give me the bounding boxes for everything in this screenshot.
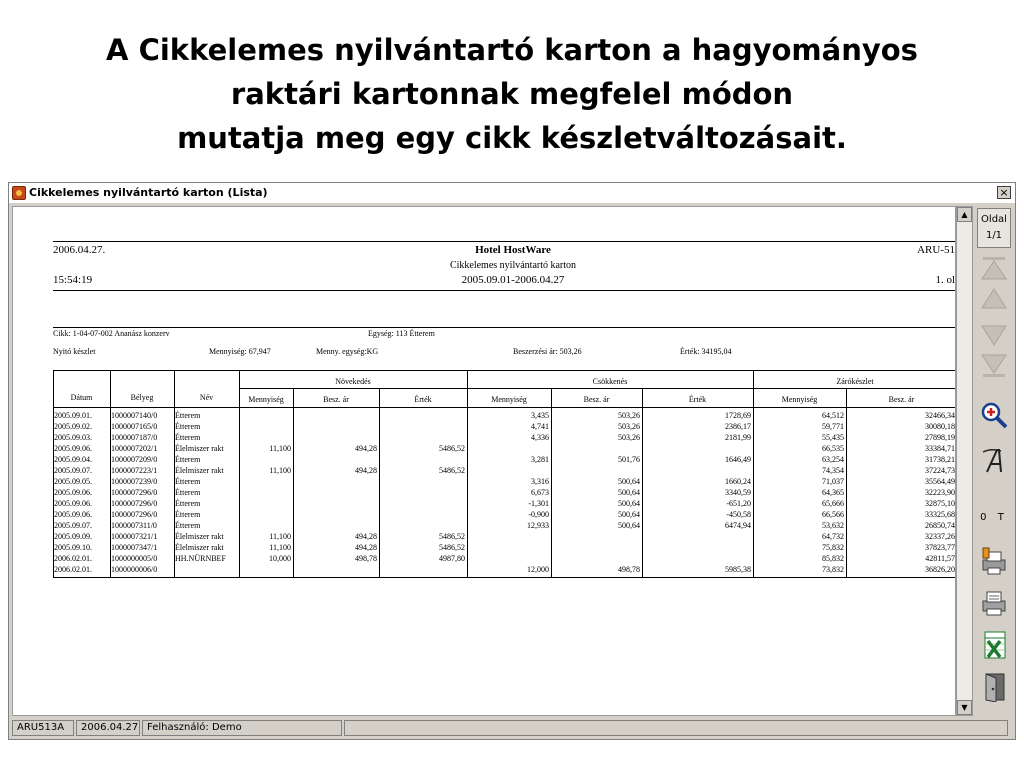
table-column-line [379,388,380,577]
report-time: 15:54:19 [53,274,93,286]
table-cell: 1000007202/1 [111,444,158,453]
table-cell: 27898,19 [925,433,955,442]
print-icon[interactable] [979,588,1009,618]
table-cell: 66,535 [822,444,844,453]
table-cell: HH.NÜRNBEF [175,554,226,563]
slide-title-line-1: A Cikkelemes nyilvántartó karton a hagyományos [106,33,918,67]
table-cell: 37224,73 [925,466,955,475]
header-voucher: Bélyeg [130,393,154,402]
table-cell: 6474,94 [725,521,751,530]
table-bottom-line [53,577,956,578]
table-cell: 2005.09.06. [54,488,92,497]
table-cell: 6,673 [531,488,549,497]
table-cell: 2005.09.10. [54,543,92,552]
table-cell: 35564,49 [925,477,955,486]
table-cell: 494,28 [355,444,377,453]
table-cell: 59,771 [822,422,844,431]
opening-value: Érték: 34195,04 [680,347,732,356]
table-cell: 498,78 [355,554,377,563]
header-increase: Növekedés [335,377,371,386]
report-code: ARU-51 [917,244,955,256]
table-cell: 66,566 [822,510,844,519]
opening-quantity: Mennyiség: 67,947 [209,347,271,356]
table-cell: -1,301 [528,499,549,508]
table-column-line [846,388,847,577]
table-column-line [551,388,552,577]
table-cell: Étterem [175,477,201,486]
table-cell: 1646,49 [725,455,751,464]
table-cell: 73,832 [822,565,844,574]
header-sub: Érték [414,395,432,404]
print-setup-icon[interactable] [979,546,1009,576]
table-cell: 4,336 [531,433,549,442]
status-empty [344,720,1008,736]
table-cell: 1000007296/0 [111,510,158,519]
table-cell: Étterem [175,510,201,519]
table-cell: 1000007296/0 [111,488,158,497]
table-cell: 1000007239/0 [111,477,158,486]
table-cell: -0,900 [528,510,549,519]
status-bar [12,719,1012,737]
report-date: 2006.04.27. [53,244,106,256]
table-cell: 32223,90 [925,488,955,497]
table-cell: 11,100 [269,466,291,475]
table-cell: 2386,17 [725,422,751,431]
table-cell: 2005.09.06. [54,510,92,519]
table-cell: 5486,52 [439,466,465,475]
page-indicator [977,208,1011,248]
table-cell: 1000000005/0 [111,554,158,563]
table-cell: 498,78 [618,565,640,574]
report-window [8,182,1016,740]
table-cell: 11,100 [269,444,291,453]
table-cell: 32875,10 [925,499,955,508]
table-cell: 85,832 [822,554,844,563]
table-cell: 63,254 [822,455,844,464]
table-cell: Élelmiszer rakt [175,532,224,541]
table-group-line [239,388,956,389]
status-user: Felhasználó: Demo [142,720,342,736]
exit-door-icon[interactable] [979,672,1009,702]
table-cell: 2005.09.09. [54,532,92,541]
table-cell: -450,58 [726,510,751,519]
table-cell: 64,512 [822,411,844,420]
table-cell: 75,832 [822,543,844,552]
table-cell: 494,28 [355,466,377,475]
table-cell: 1000007165/0 [111,422,158,431]
table-cell: 11,100 [269,543,291,552]
table-cell: 71,037 [822,477,844,486]
window-titlebar[interactable] [9,183,1015,203]
header-sub: Érték [688,395,707,404]
page-number: 1. ol [935,274,955,286]
table-cell: 33384,71 [925,444,955,453]
table-cell: 1000000006/0 [111,565,158,574]
table-top-line [53,370,956,371]
window-title: Cikkelemes nyilvántartó karton (Lista) [29,186,268,199]
table-cell: 503,26 [618,422,640,431]
next-page-icon[interactable] [979,320,1009,348]
table-cell: 494,28 [355,543,377,552]
table-cell: 30080,18 [925,422,955,431]
table-cell: 500,64 [618,510,640,519]
table-cell: 2005.09.07. [54,521,92,530]
table-cell: 3340,59 [725,488,751,497]
table-cell: 5486,52 [439,543,465,552]
excel-export-icon[interactable] [979,630,1009,660]
table-cell: 2005.09.02. [54,422,92,431]
table-cell: 4987,80 [439,554,465,563]
last-page-icon[interactable] [979,352,1009,380]
table-cell: 1000007140/0 [111,411,158,420]
table-cell: 10,000 [269,554,291,563]
status-code: ARU513A [12,720,74,736]
page-indicator-value: 1/1 [985,230,1003,241]
vertical-scrollbar[interactable] [956,206,973,716]
table-cell: -651,20 [726,499,751,508]
table-cell: 500,64 [618,477,640,486]
table-cell: 31738,21 [925,455,955,464]
table-cell: Élelmiszer rakt [175,543,224,552]
table-cell: Élelmiszer rakt [175,444,224,453]
table-cell: 4,741 [531,422,549,431]
table-cell: 2005.09.03. [54,433,92,442]
header-sub: Besz. ár [323,395,349,404]
table-cell: Étterem [175,455,201,464]
table-cell: 1000007223/1 [111,466,158,475]
header-name: Név [199,393,214,402]
table-cell: 1000007311/0 [111,521,157,530]
table-cell: 32466,34 [925,411,955,420]
header-top-rule [53,241,956,242]
report-title: Cikkelemes nyilvántartó karton [449,260,577,271]
table-cell: Étterem [175,521,201,530]
table-cell: 503,26 [618,411,640,420]
table-cell: 64,732 [822,532,844,541]
zoom-icon[interactable] [979,400,1009,430]
table-cell: 2005.09.07. [54,466,92,475]
table-cell: 2005.09.06. [54,444,92,453]
table-cell: 501,76 [618,455,640,464]
table-cell: 65,666 [822,499,844,508]
header-sub: Mennyiség [248,395,284,404]
header-closing: Zárókészlet [836,377,874,386]
prev-page-icon[interactable] [979,286,1009,314]
table-cell: 64,365 [822,488,844,497]
table-cell: 2006.02.01. [54,565,92,574]
table-cell: Étterem [175,411,201,420]
table-cell: 1000007347/1 [111,543,158,552]
table-cell: Étterem [175,433,201,442]
slide-title-line-3: mutatja meg egy cikk készletváltozásait. [177,121,847,155]
orientation-label: 0 T [980,512,1008,523]
table-cell: Élelmiszer rakt [175,466,224,475]
table-cell: 33325,68 [925,510,955,519]
table-cell: Étterem [175,488,201,497]
table-cell: 3,435 [531,411,549,420]
header-sub: Mennyiség [491,395,527,404]
table-cell: 5985,38 [725,565,751,574]
table-cell: 2006.02.01. [54,554,92,563]
table-header-line [53,407,956,408]
table-cell: 53,632 [822,521,844,530]
table-cell: 2181,99 [725,433,751,442]
opening-price: Beszerzési ár: 503,26 [513,347,582,356]
table-cell: 36826,20 [925,565,955,574]
table-cell: 494,28 [355,532,377,541]
table-cell: 1000007209/0 [111,455,158,464]
header-sub: Mennyiség [781,395,818,404]
slide-title [0,28,1024,160]
table-cell: 2005.09.04. [54,455,92,464]
table-cell: 5486,52 [439,444,465,453]
table-cell: 503,26 [618,433,640,442]
opening-label: Nyitó készlet [53,347,96,356]
table-cell: 1660,24 [725,477,751,486]
tool-panel [975,206,1013,716]
table-cell: 12,000 [527,565,549,574]
app-icon [12,186,26,200]
item-name: Cikk: 1-04-07-002 Ananász konzerv [53,329,170,338]
report-period: 2005.09.01-2006.04.27 [461,274,565,286]
page-indicator-label: Oldal [981,214,1007,225]
table-cell: 3,316 [531,477,549,486]
table-cell: Étterem [175,499,201,508]
company-name: Hotel HostWare [475,244,551,256]
table-cell: 26850,74 [925,521,955,530]
table-cell: Étterem [175,422,201,431]
table-cell: 500,64 [618,488,640,497]
header-bottom-rule [53,290,956,291]
table-cell: 500,64 [618,521,640,530]
table-cell: 2005.09.01. [54,411,92,420]
table-cell: 1728,69 [725,411,751,420]
table-cell: 2005.09.06. [54,499,92,508]
opening-unit: Menny. egység:KG [316,347,379,356]
scroll-down-button[interactable]: ▼ [957,700,972,715]
table-cell: 3,281 [531,455,549,464]
table-column-line [642,388,643,577]
table-cell: 12,933 [527,521,549,530]
table-cell: 55,435 [822,433,844,442]
slide-title-line-2: raktári kartonnak megfelel módon [230,77,794,111]
table-cell: 37823,77 [925,543,955,552]
header-decrease: Csökkenés [592,377,628,386]
header-sub: Besz. ár [888,395,915,404]
table-cell: 1000007321/1 [111,532,158,541]
first-page-icon[interactable] [979,254,1009,282]
header-sub: Besz. ár [583,395,610,404]
item-unit: Egység: 113 Étterem [368,329,435,338]
table-cell: 42811,57 [925,554,955,563]
table-cell: 500,64 [618,499,640,508]
font-icon[interactable] [979,446,1009,476]
header-date: Dátum [70,393,93,402]
table-cell: 2005.09.05. [54,477,92,486]
status-date: 2006.04.27 [76,720,140,736]
table-cell: 1000007187/0 [111,433,158,442]
item-top-rule [53,327,956,328]
scroll-up-button[interactable]: ▲ [957,207,972,222]
report-preview [12,206,956,716]
table-cell: 32337,26 [925,532,955,541]
close-button[interactable]: × [997,186,1011,199]
table-cell: 74,354 [822,466,844,475]
table-cell: 5486,52 [439,532,465,541]
table-cell: 1000007296/0 [111,499,158,508]
table-column-line [293,388,294,577]
table-cell: 11,100 [269,532,291,541]
